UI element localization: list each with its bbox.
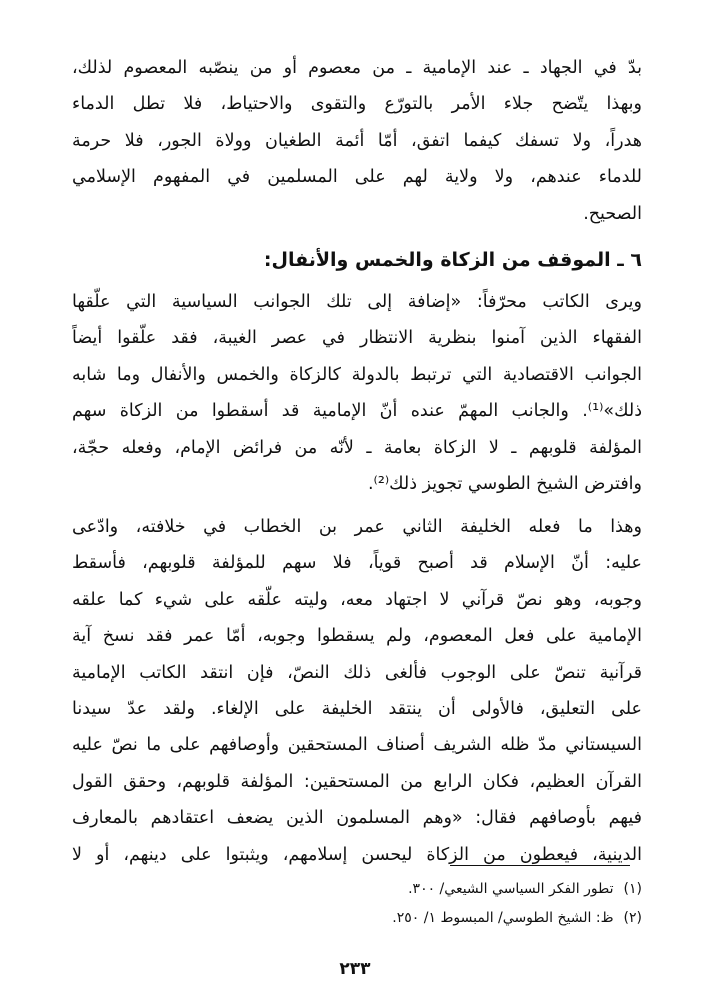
body-line: ويرى الكاتب محرّفاً: «إضافة إلى تلك الجوانب السياسية التي علّقها <box>72 292 642 312</box>
body-line: على التعليق، فالأولى أن ينتقد الخليفة على الإلغاء. ولقد عدّ سيدنا <box>72 698 642 719</box>
body-line: الإمامية على فعل المعصوم، ولم يسقطوا وجوبه، أمّا عمر فقد نسخ آية <box>72 626 642 647</box>
body-line: السيستاني مدّ ظله الشريف أصناف المستحقين وأوصافهم على ما نصّ عليه <box>72 735 642 756</box>
footnote-number: (٢) <box>623 910 642 926</box>
body-line: القرآن العظيم، فكان الرابع من المستحقين: المؤلفة قلوبهم، وحقق القول <box>72 771 642 792</box>
body-line: الدينية، فيعطون من الزكاة ليحسن إسلامهم، ويثبتوا على دينهم، أو لا <box>72 844 642 865</box>
body-line: قرآنية تنصّ على الوجوب فألغى ذلك النصّ، فإن انتقد الكاتب الإمامية <box>72 662 642 683</box>
page-number: ٢٣٣ <box>339 959 371 979</box>
footnote-text: تطور الفكر السياسي الشيعي/ ٣٠٠. <box>408 881 614 897</box>
body-line: وهذا ما فعله الخليفة الثاني عمر بن الخطاب في خلافته، وادّعى <box>72 517 642 537</box>
body-line: ذلك»⁽¹⁾. والجانب المهمّ عنده أنّ الإمامية قد أسقطوا من الزكاة سهم <box>72 401 642 422</box>
body-line: المؤلفة قلوبهم ـ لا الزكاة بعامة ـ لأنّه من فرائض الإمام، وفعله حجّة، <box>72 437 642 458</box>
body-line: الفقهاء الذين آمنوا بنظرية الانتظار في عصر الغيبة، فقد علّقوا أيضاً <box>72 328 642 349</box>
footnote-item <box>72 875 642 904</box>
section-heading: ٦ ـ الموقف من الزكاة والخمس والأنفال: <box>263 249 642 271</box>
paragraph-caliph-rebuttal <box>72 509 642 873</box>
body-line: وجوبه، وهو نصّ قرآني لا اجتهاد معه، وليته علّقه على شيء كما علقه <box>72 589 642 610</box>
body-line: هدراً، ولا تسفك كيفما اتفق، أمّا أئمة الطغيان وولاة الجور، فلا حرمة <box>72 130 642 151</box>
body-line: الصحيح. <box>583 203 642 224</box>
paragraph-jihad-continuation <box>72 50 642 232</box>
footnote-number: (١) <box>623 881 642 897</box>
body-line: فيهم بأوصافهم فقال: «وهم المسلمون الذين يضعف اعتقادهم بالمعارف <box>72 808 642 829</box>
paragraph-author-claim <box>72 284 642 502</box>
footnote-text: ظ: الشيخ الطوسي/ المبسوط ١/ ٢٥٠. <box>392 910 614 926</box>
body-line: وافترض الشيخ الطوسي تجويز ذلك⁽²⁾. <box>367 473 642 494</box>
footnotes <box>72 875 642 933</box>
body-line: للدماء عندهم، ولا ولاية لهم على المسلمين في المفهوم الإسلامي <box>72 167 642 188</box>
body-line: الجوانب الاقتصادية التي ترتبط بالدولة كالزكاة والخمس والأنفال وما شابه <box>72 364 642 385</box>
body-line: عليه: أنّ الإسلام قد أصبح قوياً، فلا سهم للمؤلفة قلوبهم، فأسقط <box>72 553 642 574</box>
body-line: بدّ في الجهاد ـ عند الإمامية ـ من معصوم أو من ينصّبه المعصوم لذلك، <box>72 58 642 78</box>
footnote-item <box>72 904 642 933</box>
footnote-separator <box>450 865 630 866</box>
body-line: وبهذا يتّضح جلاء الأمر بالتورّع والتقوى والاحتياط، فلا تطل الدماء <box>72 94 642 115</box>
